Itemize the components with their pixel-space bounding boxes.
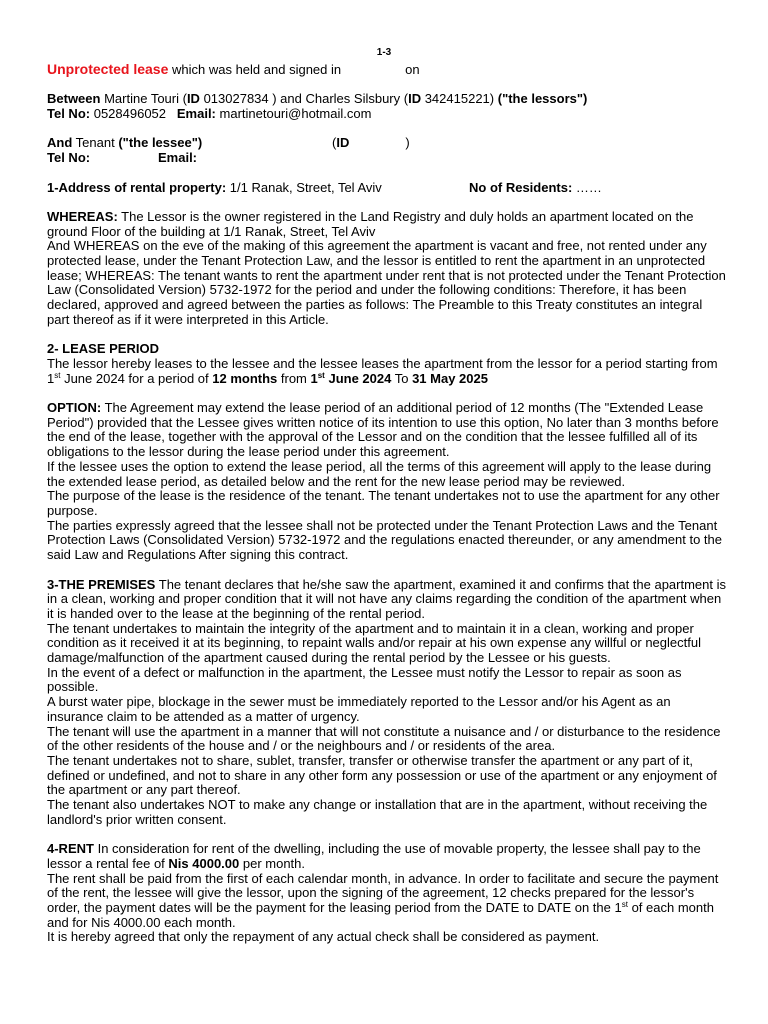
lessee-email-label: Email:	[158, 150, 198, 166]
sup-st-2: st	[317, 370, 325, 380]
rent-text2: The rent shall be paid from the first of each calendar month, in advance. In order to facilitate and secure the payment of the rent, the lessee will give the lessor, upon the signing of the agreement, 12 checks prepared for the lessor's order, the payment dates will be the payment for the leasing period from the DATE to DATE on the 1	[47, 870, 719, 915]
lease-text1: The lessor hereby leases to the lessee and the lessee leases the apartment from the lessor for a period starting from 1	[47, 355, 718, 386]
lease-to: To	[391, 370, 413, 386]
open-paren: (	[332, 135, 337, 151]
rent-sup-st: st	[621, 899, 628, 909]
and-label: And	[47, 135, 73, 151]
option-p4: The parties expressly agreed that the lessee shall not be protected under the Tenant Protection Laws and the Tenant Protection Laws (Consolidated Version) 5732-1972 and the regulations enacted thereunder, or any amendment to the said Law and Regulations After signing this contract.	[47, 517, 722, 563]
premises-p2: The tenant undertakes to maintain the integrity of the apartment and to maintain it in a clean, working and proper condition as it received it at its beginning, to repaint walls and/or repair at his own expense any willful or neglectful damage/malfunction of the apartment caused during the rental period by the Lessee or his guests.	[47, 620, 701, 666]
lessors-contact-line	[47, 107, 727, 122]
document-title-line	[47, 62, 727, 78]
premises-p4: A burst water pipe, blockage in the sewer must be immediately reported to the Lessor and/or his Agent as an insurance claim to be attended as a matter of urgency.	[47, 694, 671, 724]
tel-label: Tel No:	[47, 106, 91, 122]
address-label: 1-Address of rental property:	[47, 179, 227, 195]
lease-start-month: June 2024	[324, 370, 392, 386]
lessor1-id: 013027834 ) and Charles Silsbury (	[203, 91, 409, 107]
premises-p3: In the event of a defect or malfunction in the apartment, the Lessee must notify the Lessor to repair as soon as possible.	[47, 664, 682, 695]
premises-p1	[47, 578, 727, 622]
email-label: Email:	[176, 106, 216, 122]
lease-from: from	[277, 370, 311, 386]
lease-text2: June 2024 for a period of	[60, 370, 213, 386]
rent-p3: It is hereby agreed that only the repayment of any actual check shall be considered as payment.	[47, 929, 600, 945]
lessee-id-label: ID	[336, 135, 350, 151]
option-p2: If the lessee uses the option to extend the lease period, all the terms of this agreement will apply to the lease during the extended lease period, as detailed below and the rent for the new lease period may be reviewed.	[47, 458, 712, 489]
tel-value: 0528496052	[93, 106, 167, 122]
lessee-tel-label: Tel No:	[47, 150, 91, 166]
address-value: 1/1 Ranak, Street, Tel Aviv	[229, 179, 382, 195]
title-rest: which was held and signed in	[172, 62, 342, 77]
id-label: ID	[186, 91, 200, 107]
page-number: 1-3	[376, 47, 392, 58]
id-label-2: ID	[408, 91, 422, 107]
option-label: OPTION:	[47, 400, 102, 416]
residents-label: No of Residents:	[469, 179, 573, 195]
whereas-p1	[47, 210, 727, 239]
lessors-line	[47, 92, 727, 107]
section1-line	[47, 181, 727, 196]
rent-p2	[47, 872, 727, 931]
premises-p6: The tenant undertakes not to share, sublet, transfer, transfer or otherwise transfer the apartment or any part of it, defined or undefined, and not to share in any other form any possession or use of the apartment or any enjoyment of the apartment or any part thereof.	[47, 752, 717, 798]
rent-fee: Nis 4000.00	[168, 855, 240, 871]
rent-p1	[47, 842, 727, 871]
lessor1-name: Martine Touri (	[104, 91, 187, 107]
lessor2-id: 342415221)	[424, 91, 495, 107]
close-paren: )	[405, 135, 410, 151]
lessors-tag: ("the lessors")	[497, 91, 588, 107]
premises-text1: The tenant declares that he/she saw the apartment, examined it and confirms that the apartment is in a clean, working and proper condition that it will not have any claims regarding the condition of the apartment when it is handed over to the lease at the beginning of the rental period.	[47, 576, 727, 621]
lease-document	[47, 62, 727, 945]
rent-text1: In consideration for rent of the dwelling, including the use of movable property, the lessee shall pay to the lessor a rental fee of	[47, 841, 701, 871]
rent-heading: 4-RENT	[47, 841, 94, 857]
lessee-contact-line	[47, 151, 727, 166]
lease-start-day: 1	[310, 370, 318, 386]
lessee-tag: ("the lessee")	[118, 135, 203, 151]
lease-end: 31 May 2025	[412, 370, 488, 386]
option-p3: The purpose of the lease is the residence of the tenant. The tenant undertakes not to use the apartment for any other purpose.	[47, 488, 720, 518]
whereas-p2: And WHEREAS on the eve of the making of this agreement the apartment is vacant and free, not rented under any protected lease, under the Tenant Protection Law, and the lessor is entitled to rent the apartment in an unprotected lease; WHEREAS: The tenant wants to rent the apartment under rent that is not protected under the Tenant Protection Law (Consolidated Version) 5732-1972 for the period and under the following conditions: Therefore, it has been declared, approved and agreed between the parties as follows: The Preamble to this Treaty constitutes an integral part thereof as if it were interpreted in this Article.	[47, 238, 726, 327]
option-p1	[47, 401, 727, 460]
rent-text1b: per month.	[239, 855, 306, 871]
lessee-line	[47, 136, 727, 151]
title-on: on	[405, 62, 420, 77]
section2-text	[47, 357, 727, 386]
sup-st: st	[54, 370, 61, 380]
whereas-text1: The Lessor is the owner registered in the Land Registry and duly holds an apartment located on the ground Floor of the building at 1/1 Ranak, Street, Tel Aviv	[47, 208, 694, 239]
residents-value: ……	[575, 179, 602, 195]
whereas-label: WHEREAS:	[47, 208, 118, 224]
premises-heading: 3-THE PREMISES	[47, 576, 156, 592]
lease-months: 12 months	[212, 370, 278, 386]
between-label: Between	[47, 91, 101, 107]
rent-text2b: of each month and for Nis 4000.00 each month.	[47, 899, 714, 930]
section2-heading: 2- LEASE PERIOD	[47, 341, 159, 357]
document-title: Unprotected lease	[47, 61, 169, 77]
premises-p5: The tenant will use the apartment in a manner that will not constitute a nuisance and / or disturbance to the residence of the other residents of the house and / or the neighbours and / or residents of the area.	[47, 723, 721, 754]
email-value: martinetouri@hotmail.com	[219, 106, 372, 122]
option-text1: The Agreement may extend the lease period of an additional period of 12 months (The "Extended Lease Period") provided that the Lessee gives written notice of its intention to use this option, No later than 3 months before the end of the lease, together with the approval of the Lessor and on the condition that the lessee fulfilled all of its obligations to the lessor during the lease period under this agreement.	[47, 400, 719, 460]
tenant-word: Tenant	[75, 135, 115, 151]
premises-p7: The tenant also undertakes NOT to make any change or installation that are in the apartment, without receiving the landlord's prior written consent.	[47, 797, 708, 827]
